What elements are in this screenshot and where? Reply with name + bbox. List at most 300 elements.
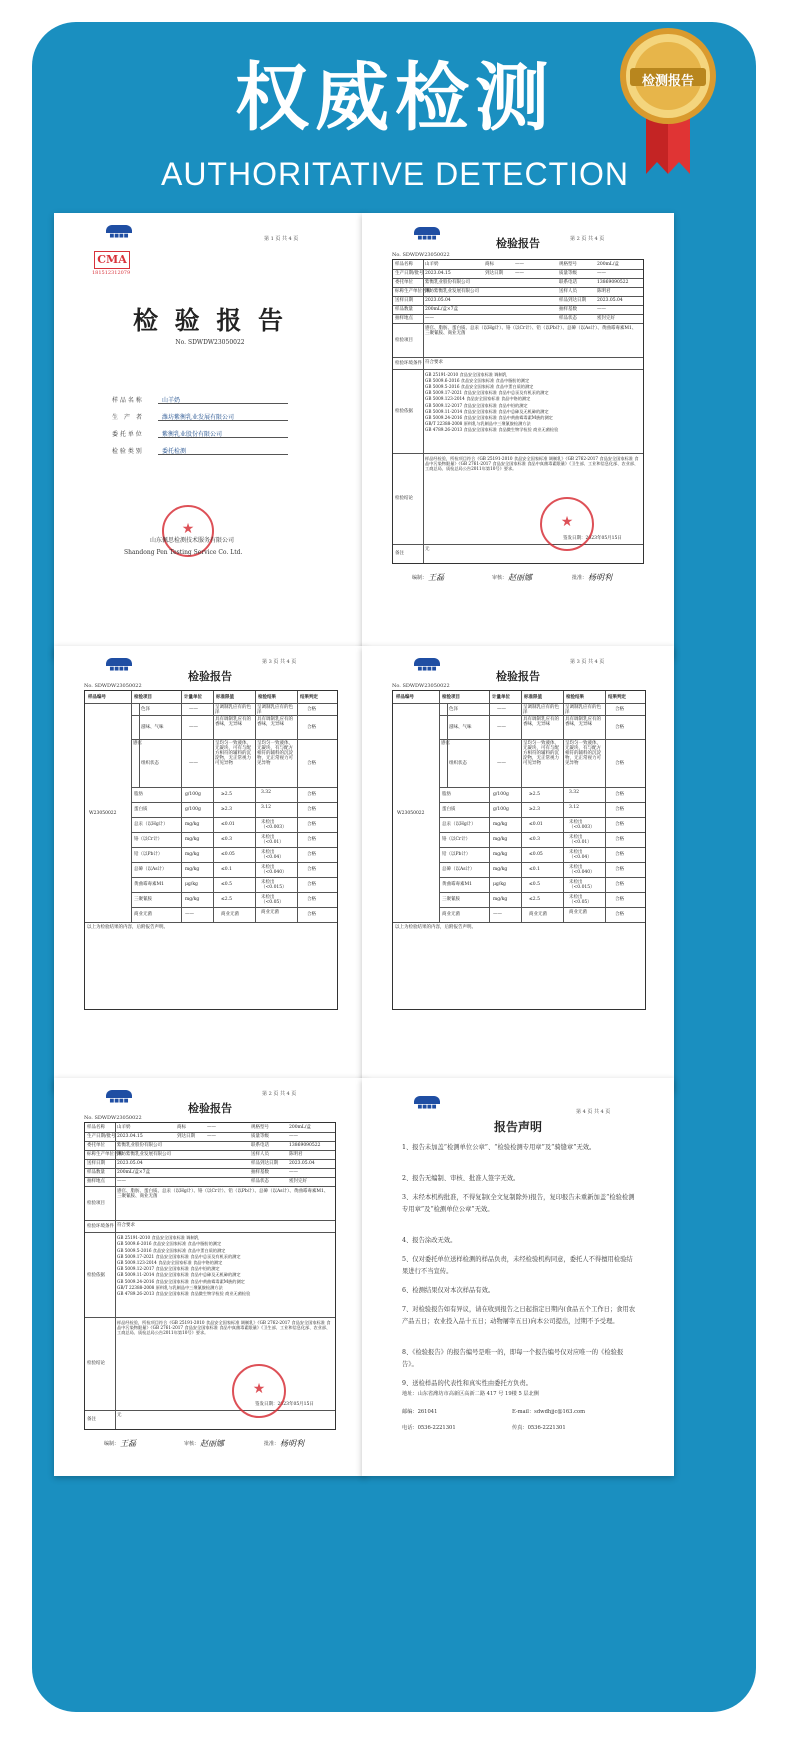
row-line: [439, 862, 645, 863]
item-name: 商业无菌: [134, 912, 152, 917]
result: 未检出（<0.003）: [569, 820, 595, 830]
official-stamp: ★: [162, 505, 214, 557]
table-cell: 标称生产单位名称: [395, 289, 431, 294]
field-underline: [158, 420, 288, 421]
table-cell: 到达日期: [177, 1134, 195, 1139]
result: 未检出（<0.04）: [569, 850, 592, 860]
unit: g/100g: [185, 807, 201, 812]
signer-role: 批准：: [572, 575, 588, 581]
judgement: 合格: [615, 822, 624, 827]
result: 未检出（<0.040）: [261, 865, 287, 875]
table-cell: 样品到达日期: [559, 298, 586, 303]
section-label: 检验项目: [395, 337, 413, 343]
table-cell: ——: [207, 1134, 216, 1139]
judgement: 合格: [615, 852, 624, 857]
limit: ≤0.5: [221, 882, 232, 887]
field-label: 样 品 名 称: [112, 397, 142, 404]
judgement: 合格: [615, 761, 624, 766]
unit: ——: [189, 707, 198, 712]
row-line: [393, 278, 643, 279]
basis-line: GB 5009.24-2016 食品安全国家标准 食品中黄曲霉毒素M族的测定: [117, 1278, 245, 1284]
report-number: No. SDWDW23050022: [392, 252, 450, 258]
item-name: 黄曲霉毒素M1: [442, 882, 472, 887]
row-line: [131, 892, 337, 893]
row-line: [85, 922, 337, 923]
sign-date: 签发日期：2023年05月15日: [563, 535, 622, 541]
result: 呈均匀一致液体，无凝块，有与配方相符的辅料的沉淀物，无正常视力可见异物: [257, 741, 293, 766]
item-name: 蛋白质: [442, 807, 456, 812]
section-value: 符合要求: [425, 359, 443, 365]
result: 呈调制乳应有的色泽: [257, 705, 293, 715]
report-number: No. SDWDW23050022: [392, 683, 450, 689]
row-line: [393, 296, 643, 297]
table-cell: 密封完好: [597, 316, 615, 321]
table-cell: 样品名称: [87, 1125, 105, 1130]
unit: mg/kg: [493, 822, 508, 827]
item-name: 色泽: [141, 707, 150, 712]
signature: 杨明利: [588, 573, 612, 582]
table-cell: 质量等级: [559, 271, 577, 276]
table-cell: 2023.05.04: [597, 298, 623, 303]
logo-icon: ■■■■: [102, 225, 136, 239]
basis-line: GB 5009.6-2016 食品安全国家标准 食品中脂肪的测定: [117, 1241, 222, 1247]
item-name: 脂肪: [134, 792, 143, 797]
unit: ——: [189, 725, 198, 730]
table-cell: 样品名称: [395, 262, 413, 267]
field-value: 山羊奶: [162, 397, 181, 404]
limit: ≤0.01: [529, 822, 543, 827]
row-line: [85, 1141, 335, 1142]
report-title: 检验报告: [496, 670, 540, 683]
row-line: [439, 877, 645, 878]
row-line: [85, 1150, 335, 1151]
row-line: [439, 892, 645, 893]
result: 未检出（<0.01）: [261, 835, 284, 845]
table-cell: 样品数量: [87, 1170, 105, 1175]
judgement: 合格: [615, 867, 624, 872]
results-page-a: [54, 646, 366, 1091]
table-cell: 抽样基数: [559, 307, 577, 312]
row-line: [85, 1132, 335, 1133]
cma-number: 181512312079: [92, 270, 131, 276]
col-line: [139, 703, 140, 787]
page-number: 第 2 页 共 4 页: [262, 1091, 297, 1097]
signer-role: 审核：: [184, 1441, 200, 1447]
report-title: 检验报告: [188, 1102, 232, 1115]
table-cell: 潍坊紫衡乳业发展有限公司: [117, 1152, 171, 1157]
table-cell: 联系电话: [251, 1143, 269, 1148]
table-cell: ——: [289, 1170, 298, 1175]
judgement: 合格: [307, 867, 316, 872]
judgement: 合格: [615, 807, 624, 812]
row-line: [131, 787, 337, 788]
row-line: [393, 323, 643, 324]
table-cell: ——: [425, 316, 434, 321]
row-line: [131, 907, 337, 908]
row-line: [131, 847, 337, 848]
signature: 王磊: [120, 1439, 136, 1448]
section-value: 符合要求: [117, 1223, 135, 1229]
table-header: 计量单位: [184, 695, 202, 700]
table-cell: 紫衡乳业股份有限公司: [117, 1143, 162, 1148]
page-number: 第 3 页 共 4 页: [570, 659, 605, 665]
table-cell: 规格型号: [251, 1125, 269, 1130]
result: 未检出（<0.04）: [261, 850, 284, 860]
limit: ≥2.3: [221, 807, 232, 812]
section-value: 感官、脂肪、蛋白质、总汞（以Hg计）、铬（以Cr计）、铅（以Pb计）、总砷（以As计）、黄曲霉毒素M1、三聚氰胺、商业无菌: [117, 1189, 329, 1199]
col-line: [423, 260, 424, 563]
official-stamp: ★: [232, 1364, 286, 1418]
basis-line: GB 5009.17-2021 食品安全国家标准 食品中总汞及有机汞的测定: [425, 390, 549, 396]
result: 未检出（<0.05）: [569, 895, 592, 905]
judgement: 合格: [615, 882, 624, 887]
table-header: 样品编号: [396, 695, 414, 700]
table-header: 计量单位: [492, 695, 510, 700]
limit: 具有调制乳应有的香味，无异味: [215, 717, 251, 727]
col-line: [131, 691, 132, 922]
section-label: 检验项目: [87, 1201, 105, 1206]
sample-number: W23050022: [89, 810, 117, 816]
limit: ≤0.1: [221, 867, 232, 872]
logo-icon: ■■■■: [102, 658, 136, 672]
issuer-en: Shandong Pen Testing Service Co. Ltd.: [124, 549, 243, 556]
limit: 商业无菌: [529, 912, 547, 917]
table-cell: 送样日期: [87, 1161, 105, 1166]
section-label: 备注: [87, 1417, 96, 1423]
table-cell: 200mL/盒×7盒: [425, 307, 458, 312]
basis-line: GB 4789.26-2013 食品安全国家标准 食品微生物学检验 商业无菌检验: [425, 427, 559, 433]
item-name: 铬（以Cr计）: [442, 837, 471, 842]
statement-line: 5、仅对委托单位送样检测的样品负责，未经检验机构同意，委托人不得擅用检验结果进行不当宣传。: [402, 1256, 633, 1275]
field-underline: [158, 454, 288, 455]
col-line: [255, 691, 256, 922]
contact-line: 邮编：261041: [402, 1409, 438, 1415]
row-line: [85, 1168, 335, 1169]
row-line: [131, 862, 337, 863]
signer-role: 编制：: [104, 1441, 120, 1447]
signature: 杨明利: [280, 1439, 304, 1448]
col-line: [563, 691, 564, 922]
table-header: 标准限值: [216, 695, 234, 700]
item-name: 总汞（以Hg计）: [134, 822, 168, 827]
col-line: [115, 1123, 116, 1429]
contact-line: 地址：山东省潍坊市高新区高新二路 417 号 19楼 5 层北侧: [402, 1391, 539, 1397]
table-cell: ——: [597, 271, 606, 276]
sign-date: 签发日期：2023年05月15日: [255, 1401, 314, 1407]
item-name: 滋味、气味: [449, 725, 472, 730]
section-value: 感官、脂肪、蛋白质、总汞（以Hg计）、铬（以Cr计）、铅（以Pb计）、总砷（以As计）、黄曲霉毒素M1、三聚氰胺、商业无菌: [425, 326, 637, 336]
limit: ≤0.1: [529, 867, 540, 872]
section-label: 检验环境条件: [395, 360, 422, 366]
row-line: [393, 453, 643, 454]
report-medal: [616, 24, 720, 184]
report-page-2-copy: [54, 1078, 366, 1476]
basis-line: GB 5009.123-2014 食品安全国家标准 食品中铬的测定: [425, 396, 531, 402]
judgement: 合格: [307, 912, 316, 917]
signature: 王磊: [428, 573, 444, 582]
judgement: 合格: [615, 725, 624, 730]
statement-line: 3、未经本机构批准，不得复制(全文复制除外)报告，复印报告未重新加盖“检验检测专用章”及“检测单位公章”无效。: [402, 1194, 635, 1213]
judgement: 合格: [307, 725, 316, 730]
table-footer: 以上为检验结果的内容，后附报告声明。: [395, 925, 476, 930]
judgement: 合格: [615, 707, 624, 712]
row-line: [439, 715, 645, 716]
section-label: 检验环境条件: [87, 1224, 114, 1230]
statement-page: [362, 1078, 674, 1476]
item-name: 铅（以Pb计）: [134, 852, 163, 857]
unit: ——: [497, 707, 506, 712]
table-header: 检验项目: [134, 695, 152, 700]
table-header: 标准限值: [524, 695, 542, 700]
unit: μg/kg: [493, 882, 506, 887]
judgement: 合格: [307, 761, 316, 766]
row-line: [439, 907, 645, 908]
item-name: 铬（以Cr计）: [134, 837, 163, 842]
item-name: 总砷（以As计）: [134, 867, 167, 872]
medal-icon: [616, 24, 720, 184]
item-name: 总汞（以Hg计）: [442, 822, 476, 827]
limit: ≤0.05: [221, 852, 235, 857]
cma-mark: CMA: [94, 251, 130, 269]
cover-title: 检 验 报 告: [132, 306, 288, 335]
results-page-b: [362, 646, 674, 1091]
report-title: 检验报告: [496, 237, 540, 250]
unit: mg/kg: [185, 852, 200, 857]
field-label: 检 验 类 别: [112, 448, 142, 455]
judgement: 合格: [307, 882, 316, 887]
basis-line: GB 5009.5-2016 食品安全国家标准 食品中蛋白质的测定: [117, 1247, 226, 1253]
result: 未检出（<0.015）: [261, 880, 287, 890]
table-cell: 生产日期/批号: [395, 271, 424, 276]
result: 商业无菌: [569, 910, 587, 915]
unit: mg/kg: [493, 897, 508, 902]
judgement: 合格: [307, 897, 316, 902]
logo-icon: ■■■■: [410, 658, 444, 672]
group-label: 感官: [441, 741, 450, 746]
row-line: [439, 817, 645, 818]
contact-line: 传真：0536-2221301: [512, 1425, 566, 1431]
unit: ——: [497, 761, 506, 766]
section-value: 无: [425, 546, 430, 552]
result: 未检出（<0.015）: [569, 880, 595, 890]
field-value: 委托检测: [162, 448, 187, 455]
table-cell: 密封完好: [289, 1179, 307, 1184]
table-cell: 委托单位: [395, 280, 413, 285]
table-cell: 抽样地点: [87, 1179, 105, 1184]
statement-line: 8、《检验报告》的报告编号是唯一的，即每一个报告编号仅对应唯一的《检验报告》。: [402, 1349, 624, 1368]
result: 3.12: [569, 805, 580, 810]
row-line: [131, 817, 337, 818]
row-line: [393, 305, 643, 306]
row-line: [439, 787, 645, 788]
item-name: 商业无菌: [442, 912, 460, 917]
limit: 呈调制乳应有的色泽: [215, 705, 251, 715]
table-cell: 生产日期/批号: [87, 1134, 116, 1139]
table-cell: 送样人员: [559, 289, 577, 294]
row-line: [393, 544, 643, 545]
signature: 赵丽娜: [508, 573, 532, 582]
row-line: [439, 832, 645, 833]
item-name: 三聚氰胺: [442, 897, 460, 902]
table-cell: 2023.04.15: [117, 1134, 143, 1139]
field-label: 生 产 者: [112, 414, 143, 421]
row-line: [85, 1220, 335, 1221]
unit: g/100g: [493, 807, 509, 812]
unit: mg/kg: [493, 837, 508, 842]
signature: 赵丽娜: [200, 1439, 224, 1448]
page-number: 第 1 页 共 4 页: [264, 236, 299, 242]
limit: ≤0.3: [529, 837, 540, 842]
row-line: [131, 715, 337, 716]
unit: ——: [493, 912, 502, 917]
row-line: [85, 1177, 335, 1178]
report-number: No. SDWDW23050022: [84, 1115, 142, 1121]
signer-role: 编制：: [412, 575, 428, 581]
report-page-2: [362, 213, 674, 658]
sample-number: W23050022: [397, 810, 425, 816]
basis-line: GB 25191-2010 食品安全国家标准 调制乳: [117, 1235, 199, 1241]
row-line: [393, 269, 643, 270]
table-header: 检验结果: [258, 695, 276, 700]
contact-line: 电话：0536-2221301: [402, 1425, 456, 1431]
unit: mg/kg: [185, 822, 200, 827]
table-header: 检验结果: [566, 695, 584, 700]
col-line: [489, 691, 490, 922]
unit: g/100g: [493, 792, 509, 797]
basis-line: GB 5009.123-2014 食品安全国家标准 食品中铬的测定: [117, 1259, 223, 1265]
limit: 呈均匀一致液体，无凝块，可有与配方相符的辅料的沉淀物，无正常视力可见异物: [523, 741, 559, 766]
section-label: 检验依据: [87, 1272, 105, 1278]
row-line: [85, 703, 337, 704]
unit: mg/kg: [185, 837, 200, 842]
report-number: No. SDWDW23050022: [84, 683, 142, 689]
result: 未检出（<0.040）: [569, 865, 595, 875]
table-cell: 送样日期: [395, 298, 413, 303]
table-cell: 200mL/盒: [289, 1125, 311, 1130]
limit: 商业无菌: [221, 912, 239, 917]
limit: ≤0.01: [221, 822, 235, 827]
row-line: [393, 287, 643, 288]
row-line: [393, 703, 645, 704]
item-name: 黄曲霉毒素M1: [134, 882, 164, 887]
page-subtitle: AUTHORITATIVE DETECTION: [160, 156, 630, 192]
statement-line: 4、报告涂改无效。: [402, 1237, 457, 1244]
item-name: 色泽: [449, 707, 458, 712]
table-header: 检验项目: [442, 695, 460, 700]
item-name: 总砷（以As计）: [442, 867, 475, 872]
judgement: 合格: [307, 707, 316, 712]
row-line: [131, 877, 337, 878]
item-name: 组织状态: [449, 761, 467, 766]
section-label: 检验依据: [395, 408, 413, 414]
conclusion-text: 样品经检验，所检项目符合《GB 25191-2010 食品安全国家标准 调制乳》《GB 2762-2017 食品安全国家标准 食品中污染物限量》《GB 2761-2017 食品安全国家标准 食品中真菌毒素限量》《卫生部、工业和信息化部、农业部、工商总局、质检总局公告2011年第10号》要求。: [425, 455, 639, 471]
table-cell: ——: [597, 307, 606, 312]
item-name: 脂肪: [442, 792, 451, 797]
basis-line: GB 25191-2010 食品安全国家标准 调制乳: [425, 371, 507, 377]
page-number: 第 2 页 共 4 页: [570, 236, 605, 242]
result: 3.12: [261, 805, 272, 810]
judgement: 合格: [615, 792, 624, 797]
table-cell: 抽样地点: [395, 316, 413, 321]
statement-line: 2、报告无编制、审核、批准人签字无效。: [402, 1175, 520, 1182]
limit: ≥2.5: [529, 792, 540, 797]
table-cell: 抽样基数: [251, 1170, 269, 1175]
limit: ≤2.5: [529, 897, 540, 902]
col-line: [447, 703, 448, 787]
field-value: 紫衡乳业股份有限公司: [162, 431, 223, 438]
basis-line: GB 4789.26-2013 食品安全国家标准 食品微生物学检验 商业无菌检验: [117, 1290, 251, 1296]
unit: mg/kg: [185, 897, 200, 902]
judgement: 合格: [615, 837, 624, 842]
table-cell: ——: [207, 1125, 216, 1130]
table-cell: ——: [117, 1179, 126, 1184]
basis-line: GB 5009.24-2016 食品安全国家标准 食品中黄曲霉毒素M族的测定: [425, 415, 553, 420]
table-cell: 13869090522: [597, 280, 629, 285]
item-name: 蛋白质: [134, 807, 148, 812]
report-number: No. SDWDW23050022: [175, 339, 245, 346]
limit: ≤0.05: [529, 852, 543, 857]
col-line: [297, 691, 298, 922]
table-cell: ——: [515, 271, 524, 276]
table-header: 结果判定: [300, 695, 318, 700]
col-line: [521, 691, 522, 922]
unit: ——: [185, 912, 194, 917]
report-title: 检验报告: [188, 670, 232, 683]
row-line: [85, 1410, 335, 1411]
results-table: [84, 690, 338, 1010]
col-line: [439, 691, 440, 922]
issuer-cn: 山东佩思检测技术服务有限公司: [150, 537, 235, 544]
judgement: 合格: [615, 912, 624, 917]
col-line: [213, 691, 214, 922]
statement-line: 1、报告未加盖“检测单位公章”、“检验检测专用章”及“骑缝章”无效。: [402, 1144, 596, 1151]
table-cell: 2023.05.04: [289, 1161, 315, 1166]
basis-line: GB 5009.17-2021 食品安全国家标准 食品中总汞及有机汞的测定: [117, 1253, 241, 1259]
table-cell: 委托单位: [87, 1143, 105, 1148]
judgement: 合格: [307, 852, 316, 857]
result: 商业无菌: [261, 910, 279, 915]
unit: g/100g: [185, 792, 201, 797]
page-number: 第 4 页 共 4 页: [576, 1109, 611, 1115]
table-header: 样品编号: [88, 695, 106, 700]
table-cell: 13869090522: [289, 1143, 321, 1148]
basis-line: GB 5009.11-2014 食品安全国家标准 食品中总砷及无机砷的测定: [425, 408, 549, 414]
row-line: [393, 314, 643, 315]
field-underline: [158, 437, 288, 438]
judgement: 合格: [307, 792, 316, 797]
basis-line: GB 5009.12-2017 食品安全国家标准 食品中铅的测定: [425, 402, 528, 408]
table-header: 结果判定: [608, 695, 626, 700]
table-cell: 200mL/盒×7盒: [117, 1170, 150, 1175]
limit: ≤2.5: [221, 897, 232, 902]
field-value: 潍坊紫衡乳业发展有限公司: [162, 414, 235, 421]
conclusion-text: 样品经检验，所检项目符合《GB 25191-2010 食品安全国家标准 调制乳》《GB 2762-2017 食品安全国家标准 食品中污染物限量》《GB 2761-2017 食品安全国家标准 食品中真菌毒素限量》《卫生部、工业和信息化部、农业部、工商总局、质检总局公告2011年第10号》要求。: [117, 1320, 331, 1336]
table-cell: 样品状态: [251, 1179, 269, 1184]
item-name: 组织状态: [141, 761, 159, 766]
judgement: 合格: [307, 822, 316, 827]
result: 3.32: [261, 790, 272, 795]
table-cell: 到达日期: [485, 271, 503, 276]
limit: ≥2.3: [529, 807, 540, 812]
basis-line: GB/T 22388-2008 原料乳与乳制品中三聚氰胺检测方法: [425, 421, 531, 427]
table-cell: ——: [515, 262, 524, 267]
result: 未检出（<0.003）: [261, 820, 287, 830]
section-label: 检验结论: [87, 1361, 105, 1367]
row-line: [393, 357, 643, 358]
logo-icon: ■■■■: [102, 1090, 136, 1104]
col-line: [181, 691, 182, 922]
page-number: 第 3 页 共 4 页: [262, 659, 297, 665]
